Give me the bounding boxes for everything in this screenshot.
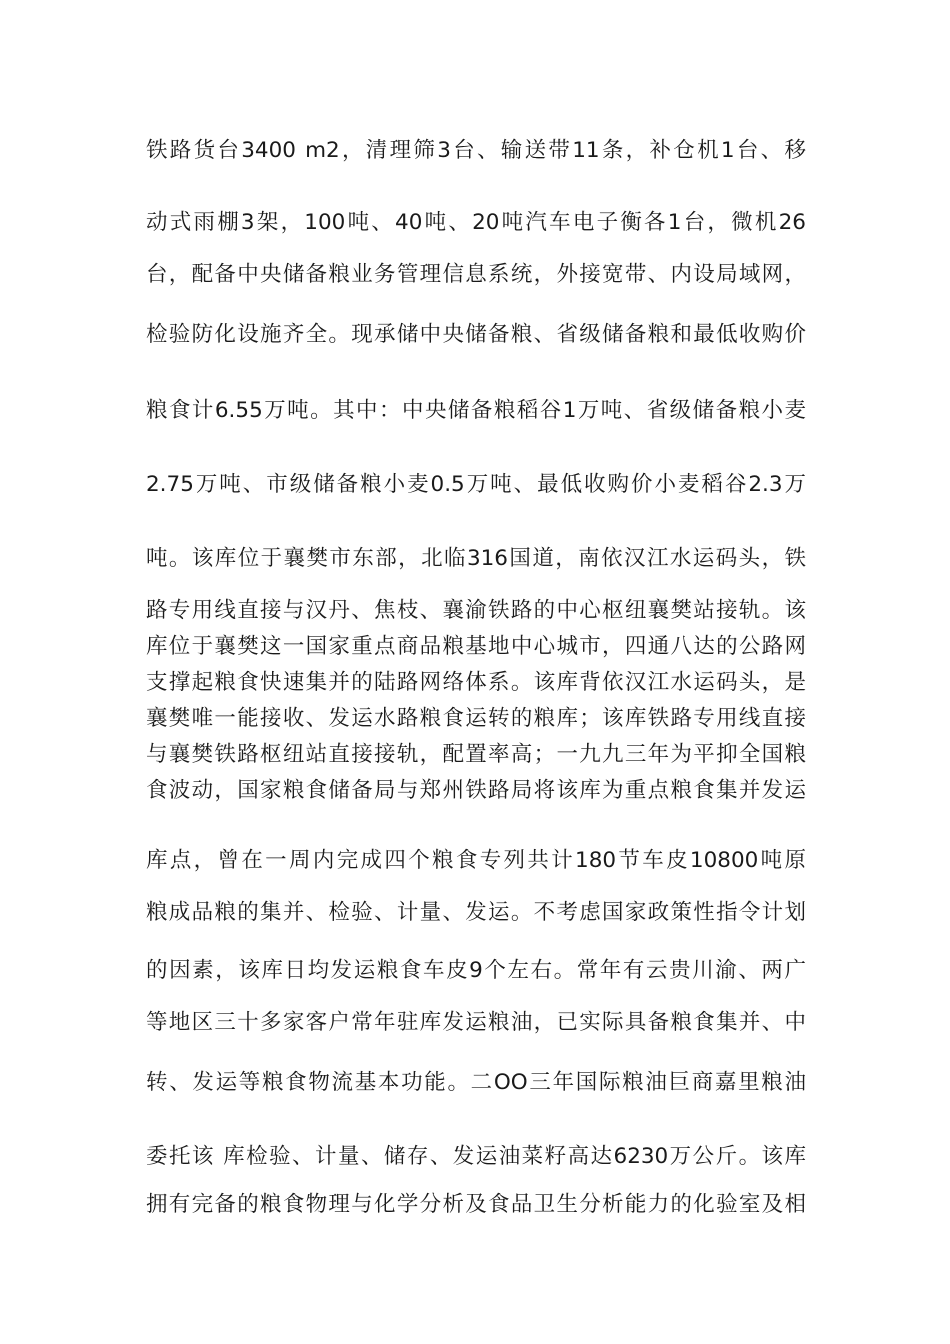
text-line: 委托该 库检验、计量、储存、发运油菜籽高达6230万公斤。该库 (146, 1144, 806, 1169)
text-line: 路专用线直接与汉丹、焦枝、襄渝铁路的中心枢纽襄樊站接轨。该 (146, 598, 806, 623)
text-line: 襄樊唯一能接收、发运水路粮食运转的粮库；该库铁路专用线直接 (146, 706, 806, 731)
text-line: 吨。该库位于襄樊市东部，北临316国道，南依汉江水运码头，铁 (146, 546, 806, 571)
text-line: 拥有完备的粮食物理与化学分析及食品卫生分析能力的化验室及相 (146, 1192, 806, 1217)
text-line: 的因素，该库日均发运粮食车皮9个左右。常年有云贵川渝、两广 (146, 958, 806, 983)
text-line: 粮食计6.55万吨。其中：中央储备粮稻谷1万吨、省级储备粮小麦 (146, 398, 806, 423)
text-line: 检验防化设施齐全。现承储中央储备粮、省级储备粮和最低收购价 (146, 322, 806, 347)
text-line: 等地区三十多家客户常年驻库发运粮油，已实际具备粮食集并、中 (146, 1010, 806, 1035)
text-line: 台，配备中央储备粮业务管理信息系统，外接宽带、内设局域网， (146, 262, 806, 287)
text-line: 食波动，国家粮食储备局与郑州铁路局将该库为重点粮食集并发运 (146, 778, 806, 803)
text-line: 动式雨棚3架，100吨、40吨、20吨汽车电子衡各1台，微机26 (146, 210, 806, 235)
text-line: 粮成品粮的集并、检验、计量、发运。不考虑国家政策性指令计划 (146, 900, 806, 925)
text-line: 转、发运等粮食物流基本功能。二OO三年国际粮油巨商嘉里粮油 (146, 1070, 806, 1095)
text-line: 铁路货台3400 m2，清理筛3台、输送带11条，补仓机1台、移 (146, 138, 806, 163)
text-line: 支撑起粮食快速集并的陆路网络体系。该库背依汉江水运码头，是 (146, 670, 806, 695)
text-line: 库点，曾在一周内完成四个粮食专列共计180节车皮10800吨原 (146, 848, 806, 873)
text-line: 库位于襄樊这一国家重点商品粮基地中心城市，四通八达的公路网 (146, 634, 806, 659)
text-line: 与襄樊铁路枢纽站直接接轨，配置率高；一九九三年为平抑全国粮 (146, 742, 806, 767)
text-line: 2.75万吨、市级储备粮小麦0.5万吨、最低收购价小麦稻谷2.3万 (146, 472, 806, 497)
